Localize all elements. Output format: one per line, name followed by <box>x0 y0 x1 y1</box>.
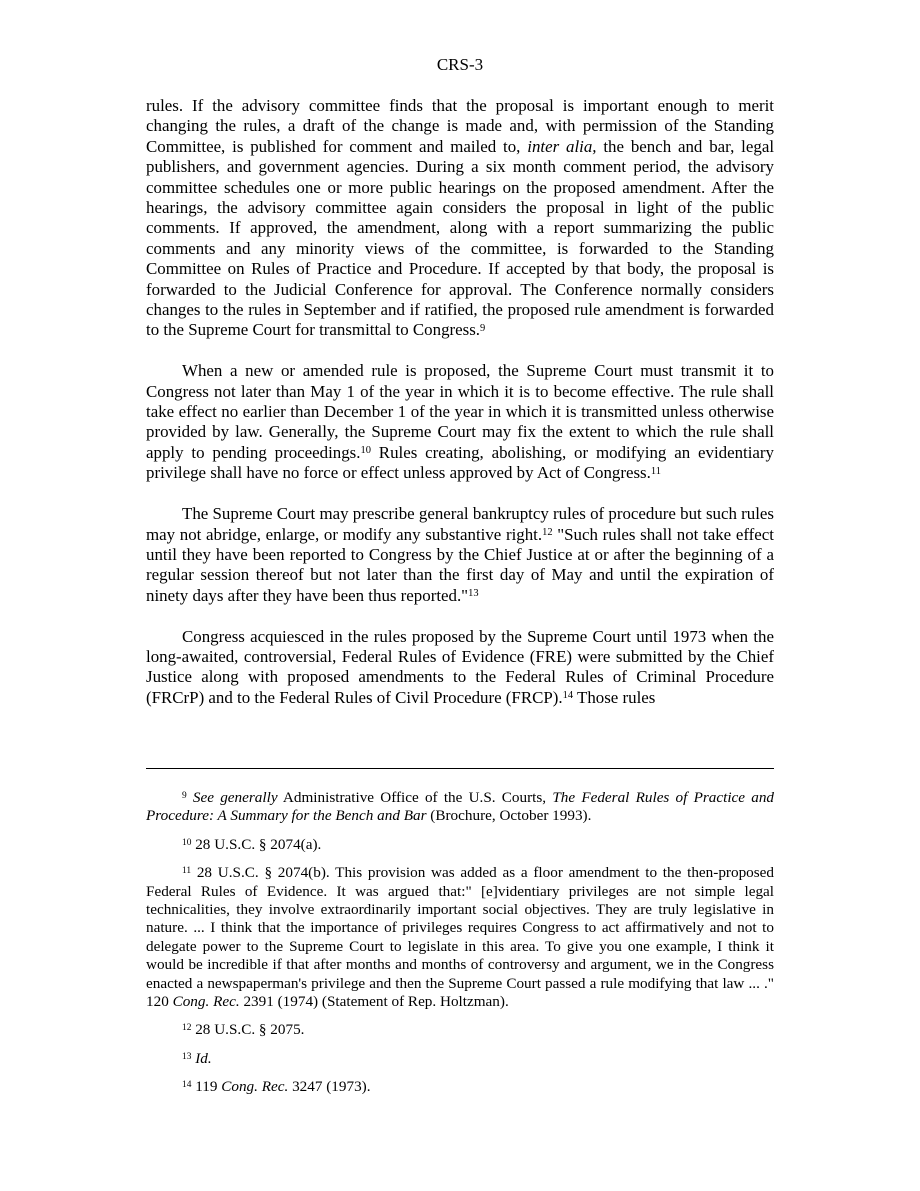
footnote-ref-12[interactable]: 12 <box>542 526 553 538</box>
footnote-separator <box>146 768 774 769</box>
footnote-9: $^9$ See generally Administrative Office of the U.S. Courts, The Federal Rules of Practice and Procedure: A Summary for the Bench and Bar (Brochure, October 1993). <box>146 789 775 825</box>
footnote-ref-14[interactable]: 14 <box>562 690 574 702</box>
footnote-12: $^{12}$ 28 U.S.C. § 2075. <box>182 1021 305 1039</box>
footnote-ref-9[interactable]: 9 <box>480 322 486 334</box>
footnote-10: $^{10}$ 28 U.S.C. § 2074(a). <box>182 835 322 853</box>
footnote-ref-13[interactable]: 13 <box>468 588 479 600</box>
page-number-header: CRS-3 <box>436 55 484 74</box>
footnote-13: $^{13}$ Id. <box>182 1049 212 1067</box>
footnotes <box>146 789 774 1107</box>
paragraph-advisory-committee: rules. If the advisory committee finds that the proposal is important enough to merit changing the rules, a draft of the change is made and, with permission of the Standing Committee, is published for comment and mailed to, inter alia, the bench and bar, legal publishers, and government agencies. During a six month comment period, the advisory committee schedules one or more public hearings on the proposed amendment. After the hearings, the advisory committee again considers the proposal in light of the public comments. If approved, the amendment, along with a report summarizing the public comments and any minority views of the committee, is forwarded to the Standing Committee on Rules of Practice and Procedure. If accepted by that body, the proposal is forwarded to the Judicial Conference for approval. The Conference normally considers changes to the rules in September and if ratified, the proposed rule amendment is forwarded to the Supreme Court for transmittal to Congress.$^9$ <box>146 96 775 340</box>
footnote-11: $^{11}$ 28 U.S.C. § 2074(b). This provision was added as a floor amendment to the then-proposed Federal Rules of Evidence. It was argued that:" [e]videntiary privileges are not simple legal technicalities, they involve extraordinarily important social objectives. They are truly legislative in nature. ... I think that the importance of privileges requires Congress to act affirmatively and not to delegate power to the Supreme Court to legislate in this area. To give you one example, I think it would be incredible if that after months and months of controversy and argument, we in the Congress enacted a newspaperman's privilege and then the Supreme Court passed a rule modifying that law ... ." 120 Cong. Rec. 2391 (1974) (Statement of Rep. Holtzman). <box>146 864 774 1011</box>
footnote-14: $^{14}$ 119 Cong. Rec. 3247 (1973). <box>182 1078 371 1096</box>
body-text <box>146 96 774 708</box>
footnote-ref-10[interactable]: 10 <box>360 445 371 457</box>
footnote-ref-11[interactable]: 11 <box>650 465 661 477</box>
paragraph-bankruptcy-rules: The Supreme Court may prescribe general bankruptcy rules of procedure but such rules may not abridge, enlarge, or modify any substantive right.$^{12}$ "Such rules shall not take effect until they have been reported to Congress by the Chief Justice at or after the beginning of a regular session thereof but not later than the first day of May and until the expiration of ninety days after they have been thus reported."$^{13}$ <box>146 504 774 605</box>
paragraph-congress-acquiesced: Congress acquiesced in the rules proposed by the Supreme Court until 1973 when the long-awaited, controversial, Federal Rules of Evidence (FRE) were submitted by the Chief Justice along with proposed amendments to the Federal Rules of Criminal Procedure (FRCrP) and to the Federal Rules of Civil Procedure (FRCP).$^{14}$ Those rules <box>146 626 774 707</box>
paragraph-transmittal: When a new or amended rule is proposed, the Supreme Court must transmit it to Congress not later than May 1 of the year in which it is to become effective. The rule shall take effect no earlier than December 1 of the year in which it is transmitted unless otherwise provided by law. Generally, the Supreme Court may fix the extent to which the rule shall apply to pending proceedings.$^{10}$ Rules creating, abolishing, or modifying an evidentiary privilege shall have no force or effect unless approved by Act of Congress.$^{11}$ <box>146 361 774 483</box>
